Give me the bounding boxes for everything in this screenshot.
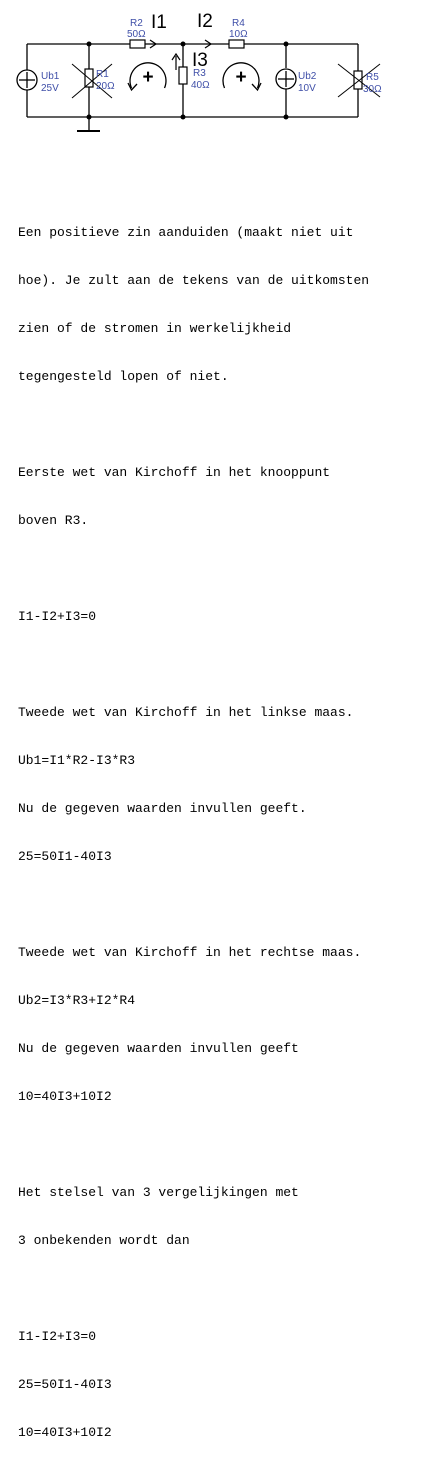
text-line: [18, 657, 428, 673]
text-line: Tweede wet van Kirchoff in het rechtse maas.: [18, 945, 362, 960]
text-line: [18, 1281, 428, 1297]
resistor-r2: [130, 40, 145, 48]
text-line: [18, 561, 428, 577]
current-i2-label: I2: [197, 11, 213, 32]
text-line: Ub1=I1*R2-I3*R3: [18, 753, 136, 768]
text-line: 10=40I3+10I2: [18, 1089, 112, 1104]
source-ub1: [17, 70, 37, 90]
text-line: Tweede wet van Kirchoff in het linkse maas.: [18, 705, 354, 720]
text-line: 25=50I1-40I3: [18, 849, 112, 864]
resistor-r2-value: 50Ω: [127, 29, 146, 40]
text-line: 25=50I1-40I3: [18, 1377, 112, 1392]
text-line: Het stelsel van 3 vergelijkingen met: [18, 1185, 299, 1200]
text-line: Ub2=I3*R3+I2*R4: [18, 993, 136, 1008]
text-line: I1-I2+I3=0: [18, 609, 97, 624]
text-line: [18, 1137, 428, 1153]
text-line: hoe). Je zult aan de tekens van de uitkomsten: [18, 273, 370, 288]
resistor-r3-name: R3: [193, 68, 206, 79]
resistor-r4: [229, 40, 244, 48]
text-line: Nu de gegeven waarden invullen geeft: [18, 1041, 299, 1056]
resistor-r1-value: 20Ω: [96, 81, 115, 92]
resistor-r2-name: R2: [130, 18, 143, 29]
text-line: 3 onbekenden wordt dan: [18, 1233, 190, 1248]
text-line: I1-I2+I3=0: [18, 1329, 97, 1344]
text-line: 10=40I3+10I2: [18, 1425, 112, 1440]
current-i1-label: I1: [151, 12, 167, 33]
current-i3-label: I3: [192, 50, 208, 71]
text-line: zien of de stromen in werkelijkheid: [18, 321, 292, 336]
resistor-r4-value: 10Ω: [229, 29, 248, 40]
resistor-r1-name: R1: [96, 69, 109, 80]
text-line: Nu de gegeven waarden invullen geeft.: [18, 801, 307, 816]
circuit-diagram: [0, 0, 433, 140]
text-line: tegengesteld lopen of niet.: [18, 369, 229, 384]
text-line: boven R3.: [18, 513, 89, 528]
explanation-text: [18, 193, 428, 1457]
text-line: Een positieve zin aanduiden (maakt niet uit: [18, 225, 354, 240]
source-ub1-value: 25V: [41, 83, 59, 94]
text-line: [18, 417, 428, 433]
source-ub1-name: Ub1: [41, 71, 60, 82]
resistor-r3-value: 40Ω: [191, 80, 210, 91]
resistor-r5-name: R5: [366, 72, 379, 83]
source-ub2: [276, 69, 296, 89]
source-ub2-name: Ub2: [298, 71, 317, 82]
mesh-right-sign: +: [235, 67, 247, 88]
text-line: [18, 897, 428, 913]
resistor-r3: [179, 67, 187, 84]
mesh-left-sign: +: [142, 67, 154, 88]
text-line: Eerste wet van Kirchoff in het knooppunt: [18, 465, 331, 480]
resistor-r4-name: R4: [232, 18, 245, 29]
resistor-r5-value: 30Ω: [363, 84, 382, 95]
source-ub2-value: 10V: [298, 83, 316, 94]
